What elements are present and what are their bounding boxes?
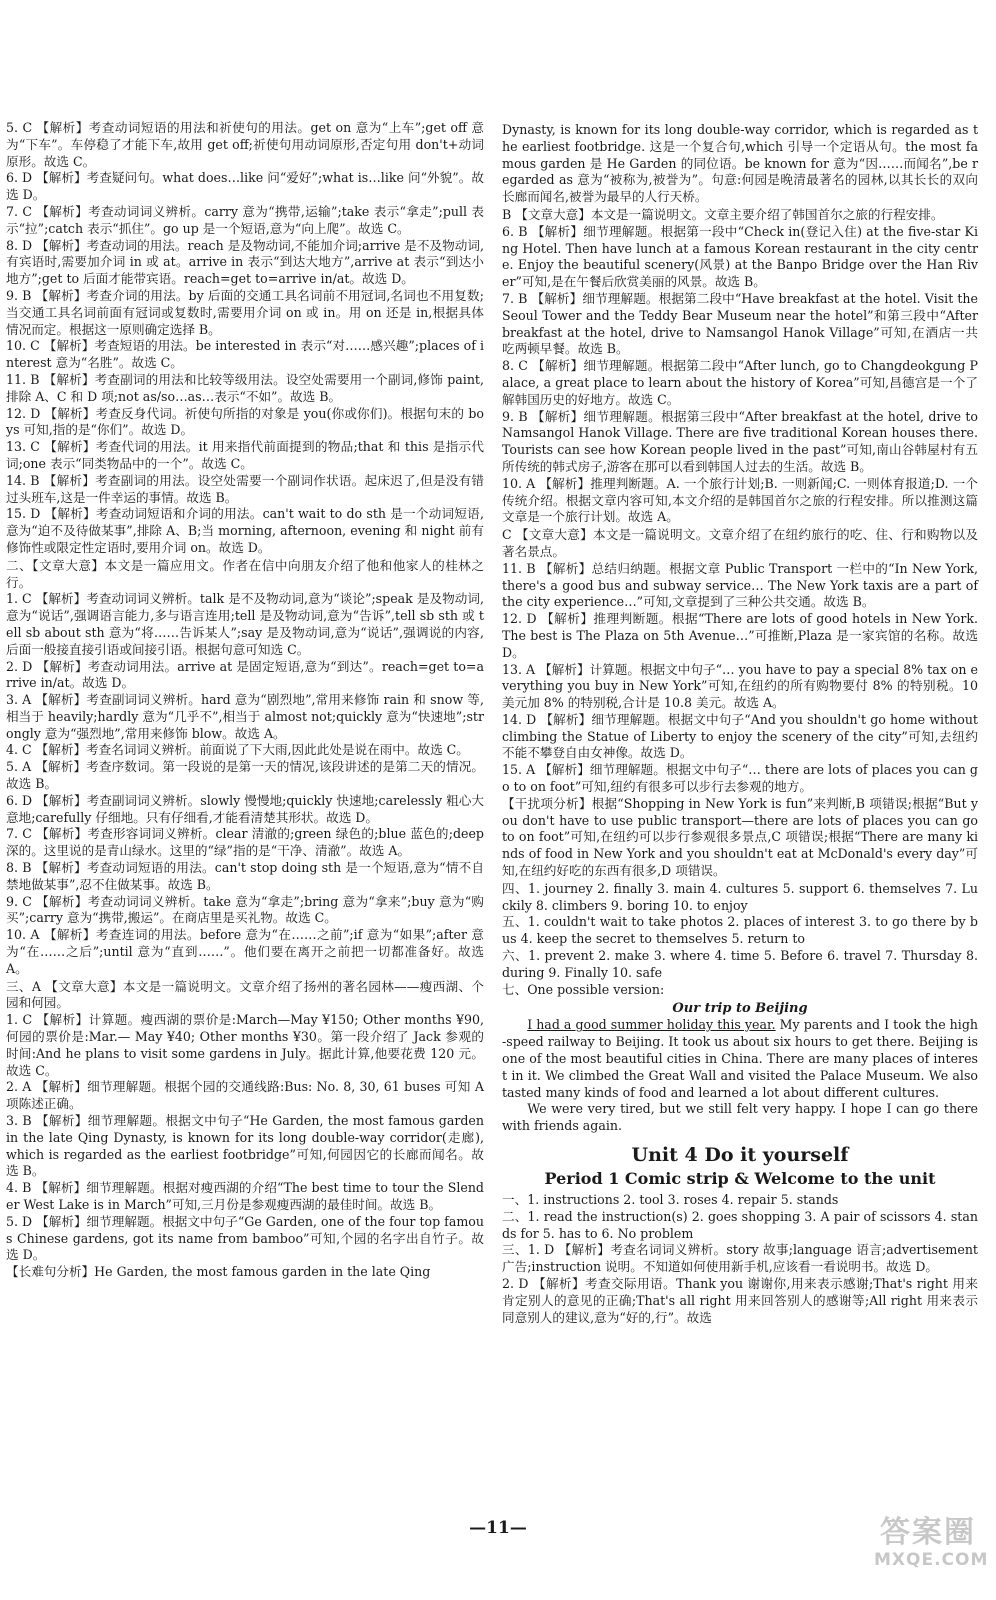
essay-title: Our trip to Beijing [672, 1001, 808, 1017]
answer-paragraph: 8. C 【解析】细节理解题。根据第二段中“After lunch, go to Changdeokgung Palace, a great place to learn about the history of Korea”可知,昌德宫是一个了解韩国历史的好地方。故选 C。 [502, 358, 978, 407]
distractor-analysis: 【干扰项分析】根据“Shopping in New York is fun”来判断,B 项错误;根据“But you don't have to use public transport—there are lots of places you can go to on foot”可知,在纽约可以步行参观很多景点,C 项错误;根据“There are many kinds of food in New York and you shouldn't eat at McDonald's every day”可知,在纽约好吃的东西有很多,D 项错误。 [502, 795, 978, 879]
answer-paragraph: 9. B 【解析】细节理解题。根据第三段中“After breakfast at the hotel, drive to Namsangol Hanok Village. There are five traditional Korean houses there. Tourists can see how Korean people lived in the past”可知,南山谷韩屋村有五所传统的韩式房子,游客在那可以看到韩国人过去的生活。故选 B。 [502, 408, 978, 474]
answer-paragraph: 8. B 【解析】考查动词短语的用法。can't stop doing sth 是一个短语,意为“情不自禁地做某事”,忍不住做某事。故选 B。 [6, 860, 484, 892]
answer-paragraph: 11. B 【解析】考查副词的用法和比较等级用法。设空处需要用一个副词,修饰 paint,排除 A、C 和 D 项;not as/so…as…表示“不如”。故选 B。 [6, 371, 484, 404]
phrase-answers: 五、1. couldn't wait to take photos 2. places of interest 3. to go there by bus 4. keep the secret to themselves 5. return to [502, 914, 978, 947]
answer-paragraph: 15. A 【解析】细节理解题。根据文中句子“… there are lots of places you can go to on foot”可知,纽约有很多可以步行去参观的地方。 [502, 762, 978, 795]
section-summary: 三、A 【文章大意】本文是一篇说明文。文章介绍了扬州的著名园林——瘦西湖、个园和何园。 [6, 978, 484, 1011]
answer-paragraph: 13. A 【解析】计算题。根据文中句子“… you have to pay a special 8% tax on everything you buy in New York”可知,在纽约的所有购物要付 8% 的特别税。10 美元加 8% 的特别税,合计是 10.8 美元。故选 A。 [502, 661, 978, 711]
sentence-analysis: 【长难句分析】He Garden, the most famous garden in the late Qing [6, 1264, 431, 1280]
section-summary: C 【文章大意】本文是一篇说明文。文章介绍了在纽约旅行的吃、住、行和购物以及著名景点。 [502, 527, 978, 559]
answer-paragraph: 1. C 【解析】考查动词词义辨析。talk 是不及物动词,意为“谈论”;speak 是及物动词,意为“说话”,强调语言能力,多与语言连用;tell 是及物动词,意为“告诉”,tell sb sth 或 tell sb about sth 意为“将……告诉某人”;say 是及物动词,意为“说话”,强调说的内容,后面一般接直接引语或间接引语。根据句意可知选 C。 [6, 591, 484, 657]
answer-paragraph: 5. A 【解析】考查序数词。第一段说的是第一天的情况,该段讲述的是第二天的情况。故选 B。 [6, 759, 484, 792]
answer-paragraph: 7. C 【解析】考查动词词义辨析。carry 意为“携带,运输”;take 表示“拿走”;pull 表示“拉”;catch 表示“抓住”。go up 是一个短语,意为“向上爬”。故选 C。 [6, 203, 484, 236]
left-column [6, 120, 484, 1281]
essay-paragraph-rest: My parents and I took the high-speed railway to Beijing. It took us about six hours to get there. Beijing is one of the most beautiful cities in China. There are many places of interest in it. We climbed the Great Wall and visited the Palace Museum. We also tasted many kinds of food and learned a lot about different cultures. [502, 1017, 978, 1100]
period-title: Period 1 Comic strip & Welcome to the unit [544, 1169, 936, 1189]
answer-paragraph: 一、1. instructions 2. tool 3. roses 4. repair 5. stands [502, 1192, 839, 1208]
sentence-analysis-continued: Dynasty, is known for its long double-way corridor, which is regarded as the earliest footbridge. 这是一个复合句,which 引导一个定语从句。the most famous garden 是 He Garden 的同位语。be known for 意为“因……而闻名”,be regarded as 意为“被称为,被誉为”。句意:何园是晚清最著名的园林,以其长长的双向长廊而闻名,被誉为最早的人行天桥。 [502, 122, 978, 205]
answer-paragraph: 1. C 【解析】计算题。瘦西湖的票价是:March—May ¥150; Other months ¥90,何园的票价是:Mar.— May ¥40; Other months ¥30。第一段介绍了 Jack 参观的时间:And he plans to visit some gardens in July。据此计算,他要花费 120 元。故选 C。 [6, 1012, 484, 1078]
answer-paragraph: 9. B 【解析】考查介词的用法。by 后面的交通工具名词前不用冠词,名词也不用复数;当交通工具名词前面有冠词或复数时,需要用介词 on 或 in。用 on 还是 in,根据具体情况而定。根据这一原则确定选择 B。 [6, 287, 484, 337]
answer-paragraph: 14. D 【解析】细节理解题。根据文中句子“And you shouldn't go home without climbing the Statue of Liberty to enjoy the scenery of the city”可知,去纽约不能不攀登自由女神像。故选 D。 [502, 711, 978, 761]
right-column [502, 122, 978, 1326]
answer-paragraph: 3. A 【解析】考查副词词义辨析。hard 意为“剧烈地”,常用来修饰 rain 和 snow 等,相当于 heavily;hardly 意为“几乎不”,相当于 almost not;quickly 意为“快速地”;strongly 意为“强烈地”,常用来修饰 blow。故选 A。 [6, 692, 484, 741]
answer-paragraph: 14. B 【解析】考查副词的用法。设空处需要一个副词作状语。起床迟了,但是没有错过头班车,这是一件幸运的事情。故选 B。 [6, 472, 484, 505]
cloze-answers: 六、1. prevent 2. make 3. where 4. time 5. Before 6. travel 7. Thursday 8. during 9. Finally 10. safe [502, 948, 978, 980]
answer-paragraph: 10. C 【解析】考查短语的用法。be interested in 表示“对……感兴趣”;places of interest 意为“名胜”。故选 C。 [6, 338, 484, 371]
answer-paragraph: 11. B 【解析】总结归纳题。根据文章 Public Transport 一栏中的“In New York, there's a good bus and subway service… The New York taxis are a part of the city experience…”可知,文章提到了三种公共交通。故选 B。 [502, 560, 978, 610]
answer-paragraph: 5. D 【解析】细节理解题。根据文中句子“Ge Garden, one of the four top famous Chinese gardens, got its name from bamboo”可知,个园的名字出自竹子。故选 D。 [6, 1213, 484, 1263]
answer-paragraph: 二、1. read the instruction(s) 2. goes shopping 3. A pair of scissors 4. stands for 5. has to 6. No problem [502, 1208, 978, 1241]
answer-paragraph: 7. B 【解析】细节理解题。根据第二段中“Have breakfast at the hotel. Visit the Seoul Tower and the Teddy Bear Museum near the hotel”和第三段中“After breakfast at the hotel, drive to Namsangol Hanok Village”可知,在酒店一共吃两顿早餐。故选 B。 [502, 290, 978, 357]
page-number: —11— [469, 1518, 527, 1538]
section-summary: 二、【文章大意】本文是一篇应用文。作者在信中向朋友介绍了他和他家人的桂林之行。 [6, 557, 484, 590]
answer-paragraph: 10. A 【解析】考查连词的用法。before 意为“在……之前”;if 意为“如果”;after 意为“在……之后”;until 意为“直到……”。他们要在离开之前把一切都准备好。故选 A。 [6, 927, 484, 976]
answer-paragraph: 6. D 【解析】考查副词词义辨析。slowly 慢慢地;quickly 快速地;carelessly 粗心大意地;carefully 仔细地。只有仔细看,才能看清楚其形状。故选 D。 [6, 792, 484, 825]
writing-intro: 七、One possible version: [502, 981, 665, 997]
answer-paragraph: 10. A 【解析】推理判断题。A. 一个旅行计划;B. 一则新闻;C. 一则体育报道;D. 一个传统介绍。根据文章内容可知,本文介绍的是韩国首尔之旅的行程安排。所以推测这篇文章是一个旅行计划。故选 A。 [502, 475, 978, 525]
answer-paragraph: 4. C 【解析】考查名词词义辨析。前面说了下大雨,因此此处是说在雨中。故选 C。 [6, 742, 469, 758]
essay-paragraph [502, 1017, 978, 1101]
answer-paragraph: 2. A 【解析】细节理解题。根据个园的交通线路:Bus: No. 8, 30, 61 buses 可知 A 项陈述正确。 [6, 1079, 484, 1112]
answer-paragraph: 6. B 【解析】细节理解题。根据第一段中“Check in(登记入住) at the five-star King Hotel. Then have lunch at a famous Korean restaurant in the city centre. Enjoy the beautiful scenery(风景) at the Banpo Bridge over the Han River”可知,是在午餐后欣赏美丽的风景。故选 B。 [502, 223, 978, 290]
watermark-text: 答案圈 [880, 1515, 976, 1550]
answer-paragraph: 7. C 【解析】考查形容词词义辨析。clear 清澈的;green 绿色的;blue 蓝色的;deep 深的。这里说的是青山绿水。这里的“绿”指的是“干净、清澈”。故选 A。 [6, 826, 484, 859]
essay-paragraph: We were very tired, but we still felt very happy. I hope I can go there with friends again. [502, 1101, 978, 1134]
answer-paragraph: 2. D 【解析】考查动词用法。arrive at 是固定短语,意为“到达”。reach=get to=arrive in/at。故选 D。 [6, 658, 484, 691]
answer-paragraph: 6. D 【解析】考查疑问句。what does…like 问“爱好”;what is…like 问“外貌”。故选 D。 [6, 170, 484, 203]
watermark-url: MXQE.COM [874, 1550, 989, 1570]
answer-paragraph: 13. C 【解析】考查代词的用法。it 用来指代前面提到的物品;that 和 this 是指示代词;one 表示“同类物品中的一个”。故选 C。 [6, 439, 484, 471]
answer-paragraph: 12. D 【解析】推理判断题。根据“There are lots of good hotels in New York. The best is The Plaza on 5th Avenue…”可推断,Plaza 是一家宾馆的名称。故选 D。 [502, 611, 978, 660]
unit-title: Unit 4 Do it yourself [631, 1144, 849, 1167]
essay-first-sentence: I had a good summer holiday this year. [527, 1017, 776, 1033]
vocab-answers: 四、1. journey 2. finally 3. main 4. cultures 5. support 6. themselves 7. Luckily 8. climbers 9. boring 10. to enjoy [502, 880, 978, 913]
answer-paragraph: 12. D 【解析】考查反身代词。祈使句所指的对象是 you(你或你们)。根据句末的 boys 可知,指的是“你们”。故选 D。 [6, 405, 484, 438]
answer-paragraph: 9. C 【解析】考查动词词义辨析。take 意为“拿走”;bring 意为“拿来”;buy 意为“购买”;carry 意为“携带,搬运”。在商店里是买礼物。故选 C。 [6, 893, 484, 926]
answer-paragraph: 5. C 【解析】考查动词短语的用法和祈使句的用法。get on 意为“上车”;get off 意为“下车”。车停稳了才能下车,故用 get off;祈使句用动词原形,否定句用 don't+动词原形。故选 C。 [6, 120, 484, 169]
watermark-logo [874, 1515, 989, 1582]
answer-paragraph: 三、1. D 【解析】考查名词词义辨析。story 故事;language 语言;advertisement 广告;instruction 说明。不知道如何使用新手机,应该看一看说明书。故选 D。 [502, 1242, 978, 1275]
answer-paragraph: 8. D 【解析】考查动词的用法。reach 是及物动词,不能加介词;arrive 是不及物动词,有宾语时,需要加介词 in 或 at。arrive in 表示“到达大地方”,arrive at 表示“到达小地方”;get to 后面才能带宾语。reach=get to=arrive in/at。故选 D。 [6, 237, 484, 287]
answer-paragraph: 4. B 【解析】细节理解题。根据对瘦西湖的介绍“The best time to tour the Slender West Lake is in March”可知,三月份是参观瘦西湖的最佳时间。故选 B。 [6, 1180, 484, 1212]
answer-paragraph: 2. D 【解析】考查交际用语。Thank you 谢谢你,用来表示感谢;That's right 用来肯定别人的意见的正确;That's all right 用来回答别人的感谢等;All right 用来表示同意别人的建议,意为“好的,行”。故选 [502, 1276, 978, 1325]
answer-paragraph: 3. B 【解析】细节理解题。根据文中句子“He Garden, the most famous garden in the late Qing Dynasty, is known for its long double-way corridor(走廊), which is regarded as the earliest footbridge”可知,何园因它的长廊而闻名。故选 B。 [6, 1113, 484, 1179]
answer-paragraph: 15. D 【解析】考查动词短语和介词的用法。can't wait to do sth 是一个动词短语,意为“迫不及待做某事”,排除 A、B;当 morning, afternoon, evening 和 night 前有修饰性或限定性定语时,要用介词 on。故选 D。 [6, 506, 484, 555]
section-summary: B 【文章大意】本文是一篇说明文。文章主要介绍了韩国首尔之旅的行程安排。 [502, 206, 944, 222]
